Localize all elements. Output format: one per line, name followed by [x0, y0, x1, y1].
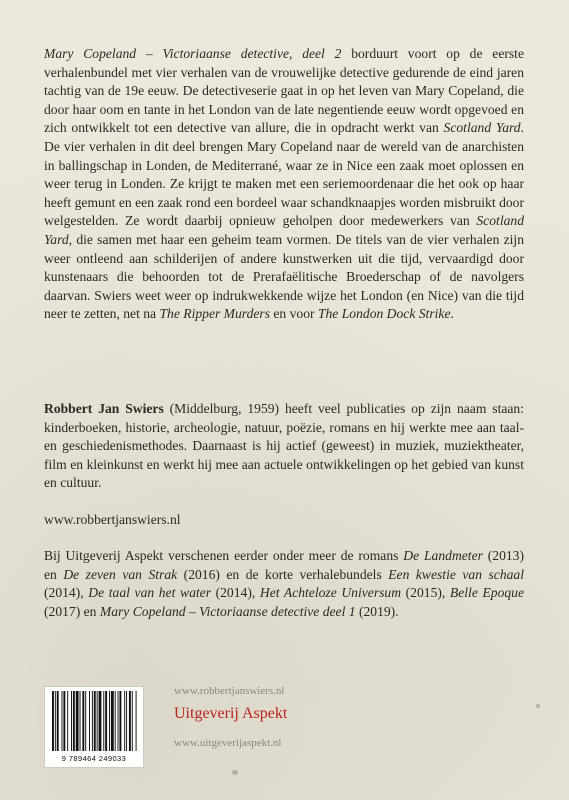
barcode-bar	[71, 691, 72, 751]
author-bio	[44, 400, 524, 493]
scotland-yard-ref: Scotland Yard	[443, 120, 521, 136]
barcode-bar	[118, 691, 119, 751]
barcode-bar	[63, 691, 65, 751]
book-title: Mary Copeland – Victoriaanse detective, deel 2	[44, 46, 342, 61]
blurb-text: .	[450, 306, 454, 322]
barcode-bar	[129, 691, 131, 751]
blurb-text: . De vier verhalen in dit deel brengen Mary Copeland naar de wereld van de anarchisten in ballingschap in Londen, de Mediterrané, waar ze in Nice een zaak moet oplossen en weer terug in Londen. Ze krijgt te maken met een seriemoordenaar die het ook op haar heeft gemunt en een zaak rond een bordeel waar schandknaapjes worden misbruikt door welgestelden. Ze wordt daarbij opnieuw geholpen door medewerkers van	[44, 120, 524, 229]
barcode-bar	[76, 691, 79, 751]
barcode-bar	[124, 691, 125, 751]
work-title: Een kwestie van schaal	[388, 566, 524, 582]
work-title: Belle Epoque	[449, 585, 525, 601]
works-text: (2014),	[210, 585, 260, 601]
author-site-small[interactable]: www.robbertjanswiers.nl	[174, 685, 285, 697]
barcode-bar	[111, 691, 114, 751]
blurb-paragraph	[44, 45, 524, 324]
blurb-text: borduurt voort op de eerste verhalenbundel met vier verhalen van de vrouwelijke detective gedurende de eind jaren tachtig van de 19e eeuw. De detectiveserie gaat in op het leven van Mary Copeland, die door haar oom en tante in het London van de late negentiende eeuw wordt opgevoed en zich ontwikkelt tot een detective van allure, die in opdracht werkt van	[44, 46, 524, 136]
works-text: (2014),	[44, 585, 89, 601]
author-bio-text: (Middelburg, 1959) heeft veel publicaties op zijn naam staan: kinderboeken, historie, archeologie, natuur, poëzie, romans en hij werkte mee aan taal- en geschiedenismethodes. Daarnaast is hij actief (geweest) in muziek, muziektheater, film en kleinkunst en werkt hij mee aan actuele ontwikkelingen op het gebied van kunst en cultuur.	[44, 401, 524, 491]
barcode-bar	[94, 691, 96, 751]
works-text: (2019).	[355, 603, 399, 619]
dock-strike-ref: The London Dock Strike	[317, 306, 451, 322]
barcode-number: 9 789464 249033	[61, 754, 127, 763]
works-text: Bij Uitgeverij Aspekt verschenen eerder onder meer de romans	[44, 548, 404, 563]
blurb-text: , die samen met haar een geheim team vormen. De titels van de vier verhalen zijn weer ontleend aan schilderijen of andere kunstwerken uit die tijd, vervaardigd door kunstenaars die behoorden tot de Prerafaëlitische Broederschap of de navolgers daarvan. Swiers weet weer op indrukwekkende wijze het London (en Nice) van die tijd neer te zetten, net na	[44, 231, 524, 322]
barcode-bar	[62, 691, 63, 751]
blurb-text: en voor	[270, 306, 318, 322]
barcode-bar	[82, 691, 84, 751]
barcode-bar	[67, 691, 68, 751]
work-title: De zeven van Strak	[63, 566, 178, 582]
paper-stain	[232, 770, 238, 775]
barcode-bar	[99, 691, 102, 751]
barcode-bar	[132, 691, 133, 751]
work-title: De taal van het water	[88, 585, 211, 601]
ripper-murders-ref: The Ripper Murders	[159, 306, 270, 322]
works-text: (2013) en	[44, 548, 525, 582]
barcode-bar	[115, 691, 116, 751]
website-link[interactable]: www.robbertjanswiers.nl	[44, 512, 181, 527]
publisher-site[interactable]: www.uitgeverijaspekt.nl	[174, 737, 282, 749]
work-title: Het Achteloze Universum	[259, 585, 402, 601]
works-text: (2016) en de korte verhalebundels	[177, 566, 389, 582]
barcode-bar	[109, 691, 110, 751]
barcode-bar	[80, 691, 81, 751]
barcode-bar	[52, 691, 54, 751]
barcode-bar	[103, 691, 104, 751]
barcode-bar	[73, 691, 75, 751]
barcode-bar	[89, 691, 90, 751]
barcode-bar	[97, 691, 98, 751]
author-website	[44, 511, 524, 530]
barcode-bar	[85, 691, 86, 751]
work-title: Mary Copeland – Victoriaanse detective deel 1	[99, 603, 356, 619]
barcode-bar	[136, 691, 137, 751]
barcode-bar	[105, 691, 107, 751]
scotland-yard-ref: Scotland Yard	[44, 213, 524, 247]
barcode-bar	[92, 691, 93, 751]
author-name: Robbert Jan Swiers	[44, 401, 164, 416]
barcode-bar	[55, 691, 56, 751]
publisher-name: Uitgeverij Aspekt	[174, 705, 288, 722]
previous-works	[44, 547, 524, 621]
paper-stain	[536, 704, 540, 708]
barcode-bar	[126, 691, 127, 751]
isbn-barcode	[44, 686, 144, 768]
work-title: De Landmeter	[403, 548, 483, 563]
works-text: (2017) en	[44, 603, 100, 619]
barcode-bars	[49, 691, 139, 753]
barcode-bar	[57, 691, 59, 751]
barcode-bar	[119, 691, 121, 751]
works-text: (2015),	[401, 585, 450, 601]
